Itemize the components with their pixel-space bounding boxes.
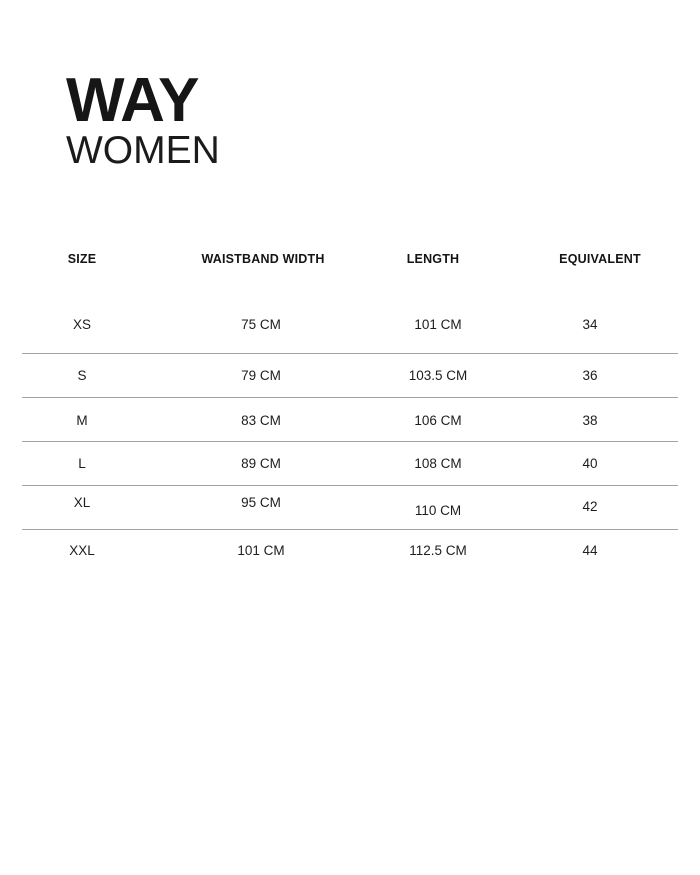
cell-size: M [76, 413, 88, 428]
cell-length: 108 CM [414, 456, 462, 471]
cell-length: 103.5 CM [408, 368, 468, 383]
cell-equivalent: 38 [582, 413, 598, 428]
brand-name: WAY [66, 66, 199, 135]
table-row [22, 485, 678, 529]
brand-category-label: WOMEN [66, 129, 220, 173]
cell-waistband-width: 101 CM [237, 543, 285, 558]
cell-waistband-width: 83 CM [241, 413, 281, 428]
column-header-waistband-width: WAISTBAND WIDTH [201, 252, 325, 266]
cell-size: XXL [69, 543, 95, 558]
cell-length: 112.5 CM [409, 543, 467, 558]
cell-size: XL [73, 495, 91, 510]
cell-equivalent: 40 [582, 456, 598, 471]
cell-size: S [77, 368, 87, 383]
table-row [22, 397, 678, 441]
column-header-equivalent: EQUIVALENT [559, 252, 641, 266]
cell-equivalent: 44 [582, 543, 598, 558]
cell-equivalent: 42 [582, 499, 598, 514]
cell-waistband-width: 75 CM [241, 317, 281, 332]
cell-size: L [78, 456, 86, 471]
cell-equivalent: 36 [582, 368, 598, 383]
cell-equivalent: 34 [582, 317, 598, 332]
cell-waistband-width: 79 CM [241, 368, 281, 383]
column-header-size: SIZE [67, 252, 97, 266]
table-body [22, 310, 678, 573]
cell-length: 110 CM [414, 503, 462, 518]
table-row [22, 441, 678, 485]
column-header-length: LENGTH [406, 252, 460, 266]
table-row [22, 310, 678, 353]
cell-waistband-width: 95 CM [241, 495, 281, 510]
cell-length: 101 CM [414, 317, 462, 332]
cell-size: XS [72, 317, 92, 332]
table-row [22, 353, 678, 397]
size-chart-table [22, 252, 678, 573]
table-row [22, 529, 678, 573]
cell-waistband-width: 89 CM [241, 456, 281, 471]
cell-length: 106 CM [414, 413, 462, 428]
brand-title-block [66, 66, 486, 173]
table-header-row [22, 252, 678, 286]
